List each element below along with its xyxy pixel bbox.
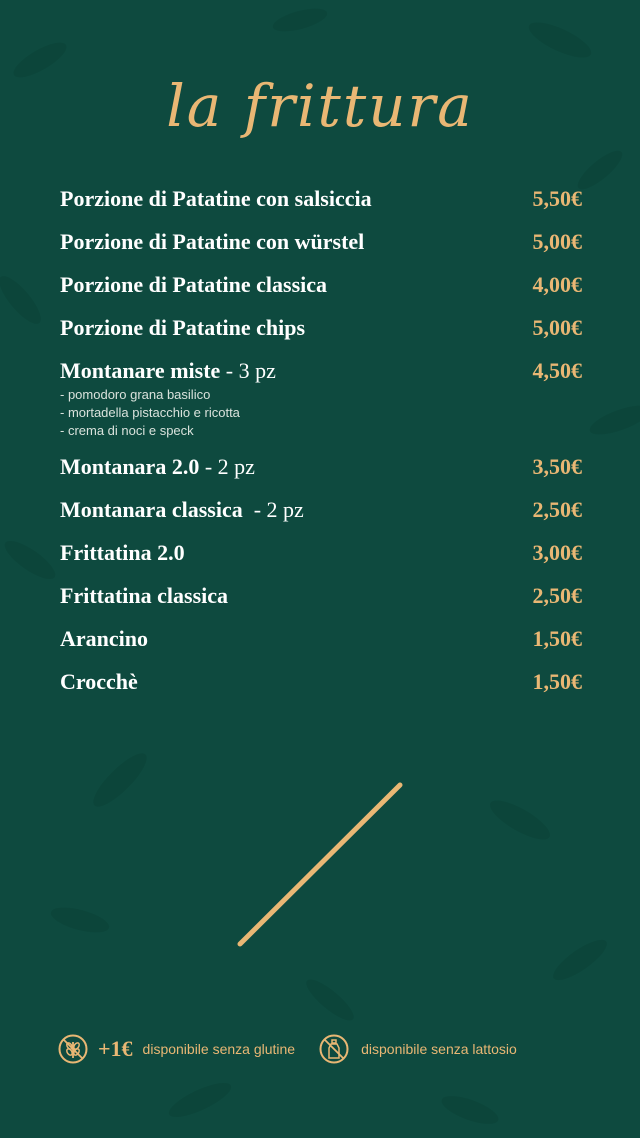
menu-item <box>60 229 582 272</box>
item-price: 4,50€ <box>532 358 582 383</box>
menu-item <box>60 540 582 583</box>
item-name: Montanara 2.0 <box>60 454 200 479</box>
item-quantity: - 2 pz <box>199 454 255 479</box>
menu-item <box>60 626 582 669</box>
item-price: 5,00€ <box>532 315 582 340</box>
item-name: Crocchè <box>60 669 138 694</box>
item-price: 1,50€ <box>532 626 582 651</box>
item-price: 3,00€ <box>532 540 582 565</box>
dietary-legend <box>58 1032 598 1066</box>
item-name: Arancino <box>60 626 148 651</box>
menu-item <box>60 669 582 712</box>
menu-item <box>60 358 582 454</box>
item-name: Montanare miste <box>60 358 221 383</box>
item-name: Frittatina classica <box>60 583 229 608</box>
item-subitem: - mortadella pistacchio e ricotta <box>60 405 240 420</box>
item-price: 2,50€ <box>532 583 582 608</box>
item-name: Porzione di Patatine classica <box>60 272 328 297</box>
menu-list <box>60 186 582 712</box>
lactose-free-label: disponibile senza lattosio <box>361 1041 517 1057</box>
menu-item <box>60 315 582 358</box>
item-quantity: - 3 pz <box>220 358 276 383</box>
menu-item <box>60 583 582 626</box>
item-name: Porzione di Patatine con salsiccia <box>60 186 372 211</box>
item-price: 5,50€ <box>532 186 582 211</box>
item-price: 5,00€ <box>532 229 582 254</box>
item-name: Frittatina 2.0 <box>60 540 185 565</box>
gluten-free-surcharge: +1€ <box>98 1036 133 1061</box>
item-price: 3,50€ <box>532 454 582 479</box>
wheat-crossed-icon <box>58 1034 88 1064</box>
gluten-free-label: disponibile senza glutine <box>142 1041 296 1057</box>
menu-item <box>60 497 582 540</box>
menu-item <box>60 454 582 497</box>
item-name: Porzione di Patatine con würstel <box>60 229 365 254</box>
item-subitem: - crema di noci e speck <box>60 423 194 438</box>
decorative-slash-line <box>236 782 406 952</box>
menu-title: la frittura <box>166 72 474 140</box>
menu-item <box>60 272 582 315</box>
menu-item <box>60 186 582 229</box>
item-subitem: - pomodoro grana basilico <box>60 387 211 402</box>
item-name: Montanara classica <box>60 497 243 522</box>
milk-bottle-crossed-icon <box>319 1034 349 1064</box>
item-name: Porzione di Patatine chips <box>60 315 306 340</box>
item-price: 1,50€ <box>532 669 582 694</box>
item-price: 4,00€ <box>532 272 582 297</box>
item-price: 2,50€ <box>532 497 582 522</box>
item-quantity: - 2 pz <box>242 497 304 522</box>
